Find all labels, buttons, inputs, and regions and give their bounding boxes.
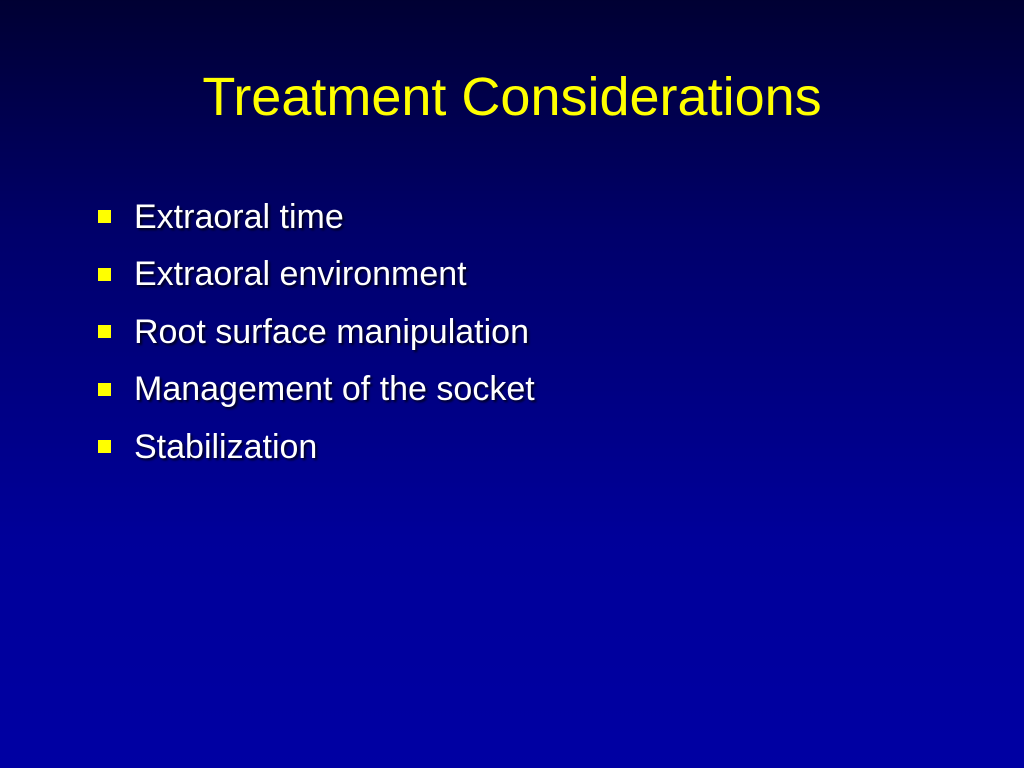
bullet-text: Extraoral environment <box>134 255 467 294</box>
list-item <box>98 303 535 361</box>
bullet-list <box>98 188 535 476</box>
slide-title: Treatment Considerations <box>202 67 822 127</box>
square-bullet-icon <box>98 210 111 223</box>
square-bullet-icon <box>98 268 111 281</box>
square-bullet-icon <box>98 325 111 338</box>
bullet-text: Extraoral time <box>134 197 344 236</box>
list-item <box>98 246 535 304</box>
list-item <box>98 188 535 246</box>
bullet-text: Management of the socket <box>134 370 535 409</box>
bullet-text: Root surface manipulation <box>134 312 530 351</box>
square-bullet-icon <box>98 440 111 453</box>
square-bullet-icon <box>98 383 111 396</box>
bullet-text: Stabilization <box>134 427 318 466</box>
list-item <box>98 418 535 476</box>
list-item <box>98 361 535 419</box>
